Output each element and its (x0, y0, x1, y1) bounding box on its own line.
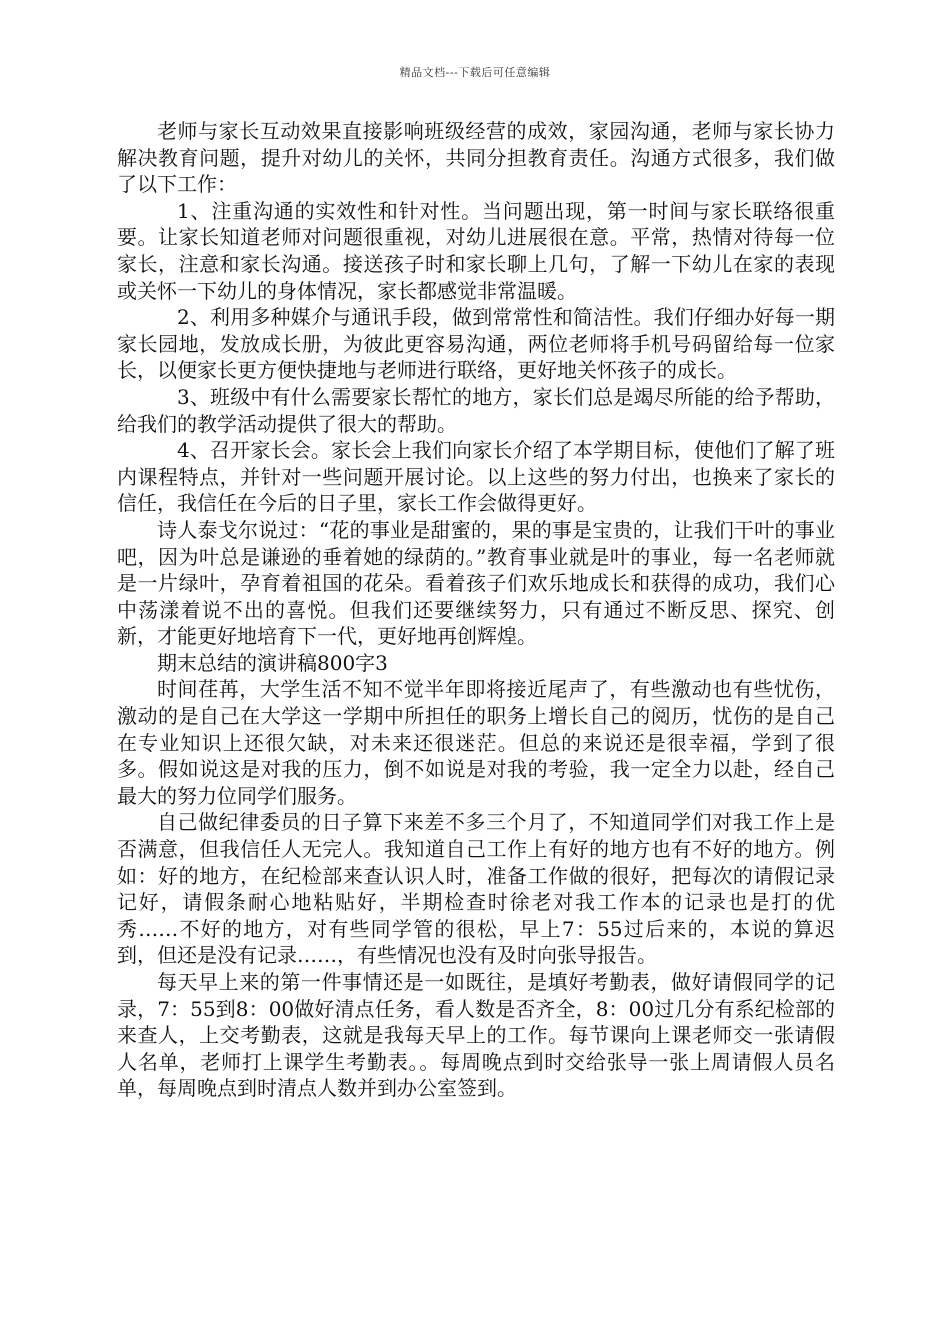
paragraph-daily-routine: 每天早上来的第一件事情还是一如既往，是填好考勤表，做好请假同学的记录，7：55到8：00做好清点任务，看人数是否齐全，8：00过几分有系纪检部的来查人，上交考勤表，这就是我每天早上的工作。每节课向上课老师交一张请假人名单，老师打上课学生考勤表。。每周晚点到时交给张导一张上周请假人员名单，每周晚点到时清点人数并到办公室签到。 (117, 970, 835, 1101)
page-header: 精品文档---下载后可任意编辑 (399, 66, 551, 79)
section-heading: 期末总结的演讲稿800字3 (157, 650, 388, 675)
paragraph-time-passes: 时间荏苒，大学生活不知不觉半年即将接近尾声了，有些激动也有些忧伤，激动的是自己在大学这一学期中所担任的职务上增长自己的阅历，忧伤的是自己在专业知识上还很欠缺，对未来还很迷茫。但总的来说还是很幸福，学到了很多。假如说这是对我的压力，倒不如说是对我的考验，我一定全力以赴，经自己最大的努力位同学们服务。 (117, 677, 835, 808)
paragraph-discipline-committee: 自己做纪律委员的日子算下来差不多三个月了，不知道同学们对我工作上是否满意，但我信任人无完人。我知道自己工作上有好的地方也有不好的地方。例如：好的地方，在纪检部来查认识人时，准备工作做的很好，把每次的请假记录记好，请假条耐心地粘贴好，半期检查时徐老对我工作本的记录也是打的优秀……不好的地方，对有些同学管的很松，早上7：55过后来的，本说的算迟到，但还是没有记录……，有些情况也没有及时向张导报告。 (117, 810, 835, 968)
paragraph-intro: 老师与家长互动效果直接影响班级经营的成效，家园沟通，老师与家长协力解决教育问题，提升对幼儿的关怀，共同分担教育责任。沟通方式很多，我们做了以下工作： (117, 119, 835, 197)
paragraph-item-2: 2、利用多种媒介与通讯手段，做到常常性和简洁性。我们仔细办好每一期家长园地，发放成长册，为彼此更容易沟通，两位老师将手机号码留给每一位家长，以便家长更方便快捷地与老师进行联络，更好地关怀孩子的成长。 (117, 305, 835, 383)
paragraph-item-4: 4、召开家长会。家长会上我们向家长介绍了本学期目标，使他们了解了班内课程特点，并针对一些问题开展讨论。以上这些的努力付出，也换来了家长的信任，我信任在今后的日子里，家长工作会做得更好。 (117, 438, 835, 516)
paragraph-item-1: 1、注重沟通的实效性和针对性。当问题出现，第一时间与家长联络很重要。让家长知道老师对问题很重视，对幼儿进展很在意。平常，热情对待每一位家长，注意和家长沟通。接送孩子时和家长聊上几句，了解一下幼儿在家的表现或关怀一下幼儿的身体情况，家长都感觉非常温暖。 (117, 198, 835, 303)
paragraph-tagore-quote: 诗人泰戈尔说过：“花的事业是甜蜜的，果的事是宝贵的，让我们干叶的事业吧，因为叶总是谦逊的垂着她的绿荫的。”教育事业就是叶的事业，每一名老师就是一片绿叶，孕育着祖国的花朵。看着孩子们欢乐地成长和获得的成功，我们心中荡漾着说不出的喜悦。但我们还要继续努力，只有通过不断反思、探究、创新，才能更好地培育下一代，更好地再创辉煌。 (117, 517, 835, 649)
document-body (117, 118, 835, 1102)
paragraph-item-3: 3、班级中有什么需要家长帮忙的地方，家长们总是竭尽所能的给予帮助，给我们的教学活动提供了很大的帮助。 (117, 384, 835, 436)
